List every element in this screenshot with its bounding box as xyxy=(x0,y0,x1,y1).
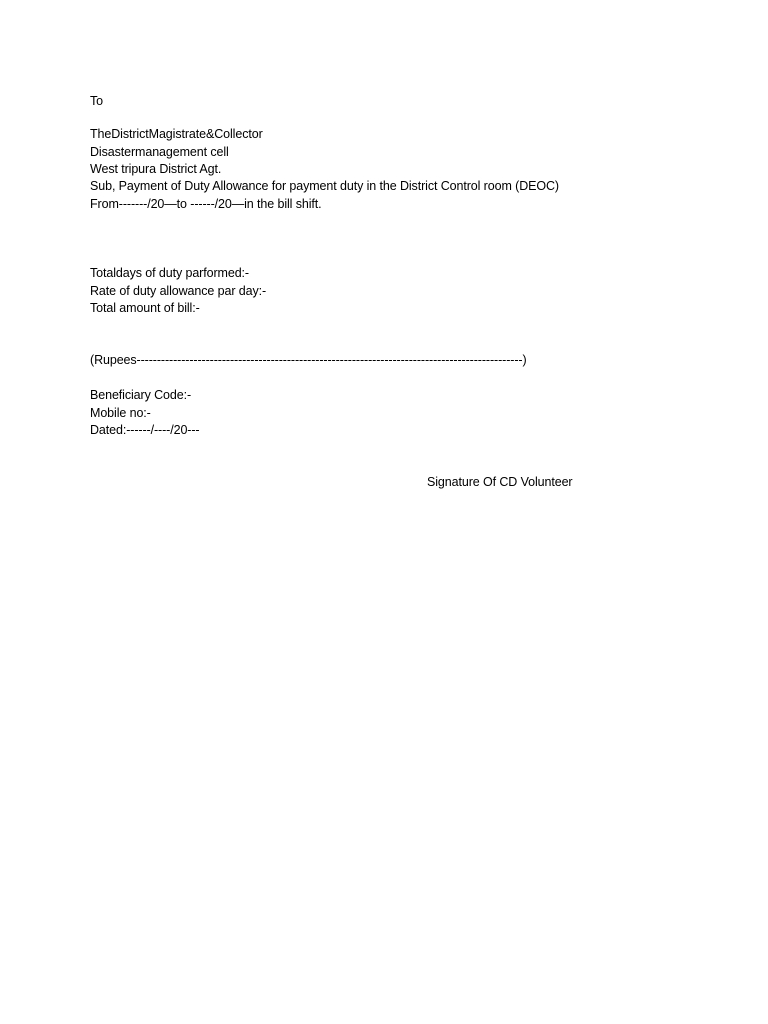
rupees-line: (Rupees-----------------------------------------------------------------------------------------------) xyxy=(90,353,527,367)
address-line-2: Disastermanagement cell xyxy=(90,145,229,159)
mobile-field: Mobile no:- xyxy=(90,406,151,420)
signature-label: Signature Of CD Volunteer xyxy=(427,475,573,489)
subject-line: Sub, Payment of Duty Allowance for payment duty in the District Control room (DEOC) xyxy=(90,179,559,193)
dated-field: Dated:------/----/20--- xyxy=(90,423,200,437)
total-amount-field: Total amount of bill:- xyxy=(90,301,200,315)
total-days-field: Totaldays of duty parformed:- xyxy=(90,266,249,280)
period-line: From-------/20—to ------/20—in the bill shift. xyxy=(90,197,322,211)
rate-field: Rate of duty allowance par day:- xyxy=(90,284,267,298)
address-line-1: TheDistrictMagistrate&Collector xyxy=(90,127,263,141)
salutation: To xyxy=(90,94,104,108)
beneficiary-code-field: Beneficiary Code:- xyxy=(90,388,192,402)
address-line-3: West tripura District Agt. xyxy=(90,162,222,176)
